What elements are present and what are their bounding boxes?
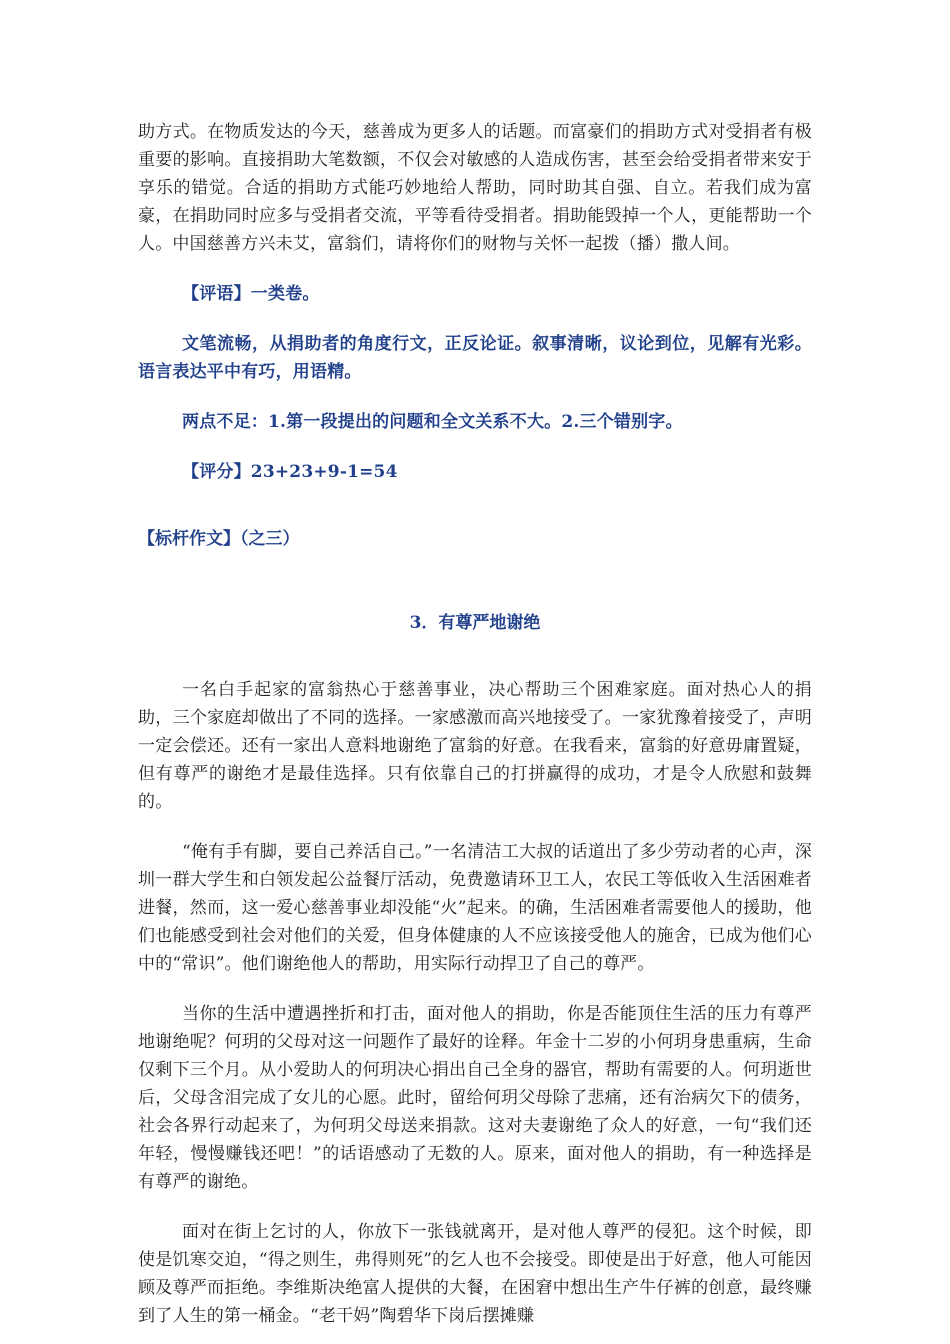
essay-paragraph: 当你的生活中遭遇挫折和打击，面对他人的捐助，你是否能顶住生活的压力有尊严地谢绝呢？何玥的父母对这一问题作了最好的诠释。年金十二岁的小何玥身患重病，生命仅剩下三个月。从小爱助人的何玥决心捐出自己全身的器官，帮助有需要的人。何玥逝世后，父母含泪完成了女儿的心愿。此时，留给何玥父母除了悲痛，还有治病欠下的债务，社会各界行动起来了，为何玥父母送来捐款。这对夫妻谢绝了众人的好意，一句“我们还年轻，慢慢赚钱还吧！”的话语感动了无数的人。原来，面对他人的捐助，有一种选择是有尊严的谢绝。 — [138, 1004, 812, 1192]
intro-paragraph: 助方式。在物质发达的今天，慈善成为更多人的话题。而富豪们的捐助方式对受捐者有极重要的影响。直接捐助大笔数额，不仅会对敏感的人造成伤害，甚至会给受捐者带来安于享乐的错觉。合适的捐助方式能巧妙地给人帮助，同时助其自强、自立。若我们成为富豪，在捐助同时应多与受捐者交流，平等看待受捐者。捐助能毁掉一个人，更能帮助一个人。中国慈善方兴未艾，富翁们，请将你们的财物与关怀一起拨（播）撒人间。 — [138, 122, 812, 254]
essay-paragraph: 面对在街上乞讨的人，你放下一张钱就离开，是对他人尊严的侵犯。这个时候，即使是饥寒交迫，“得之则生，弗得则死”的乞人也不会接受。即使是出于好意，他人可能因顾及尊严而拒绝。李维斯决绝富人提供的大餐，在困窘中想出生产牛仔裤的创意，最终赚到了人生的第一桶金。“老干妈”陶碧华下岗后摆摊赚 — [138, 1222, 812, 1326]
shortcomings-note: 两点不足：1.第一段提出的问题和全文关系不大。2.三个错别字。 — [182, 412, 683, 432]
essay-paragraph: 一名白手起家的富翁热心于慈善事业，决心帮助三个困难家庭。面对热心人的捐助，三个家庭却做出了不同的选择。一家感激而高兴地接受了。一家犹豫着接受了，声明一定会偿还。还有一家出人意料地谢绝了富翁的好意。在我看来，富翁的好意毋庸置疑，但有尊严的谢绝才是最佳选择。只有依靠自己的打拼赢得的成功，才是令人欣慰和鼓舞的。 — [138, 680, 812, 812]
score-line: 【评分】23+23+9-1=54 — [182, 462, 398, 482]
essay-paragraph: “俺有手有脚，要自己养活自己。”一名清洁工大叔的话道出了多少劳动者的心声，深圳一群大学生和白领发起公益餐厅活动，免费邀请环卫工人，农民工等低收入生活困难者进餐，然而，这一爱心慈善事业却没能“火”起来。的确，生活困难者需要他人的援助，他们也能感受到社会对他们的关爱，但身体健康的人不应该接受他人的施舍，已成为他们心中的“常识”。他们谢绝他人的帮助，用实际行动捍卫了自己的尊严。 — [138, 842, 812, 974]
section-heading: 【标杆作文】（之三） — [138, 529, 300, 549]
review-label: 【评语】一类卷。 — [182, 284, 320, 304]
essay-title: 3．有尊严地谢绝 — [409, 613, 541, 633]
review-comment: 文笔流畅，从捐助者的角度行文，正反论证。叙事清晰，议论到位，见解有光彩。语言表达平中有巧，用语精。 — [138, 334, 812, 382]
